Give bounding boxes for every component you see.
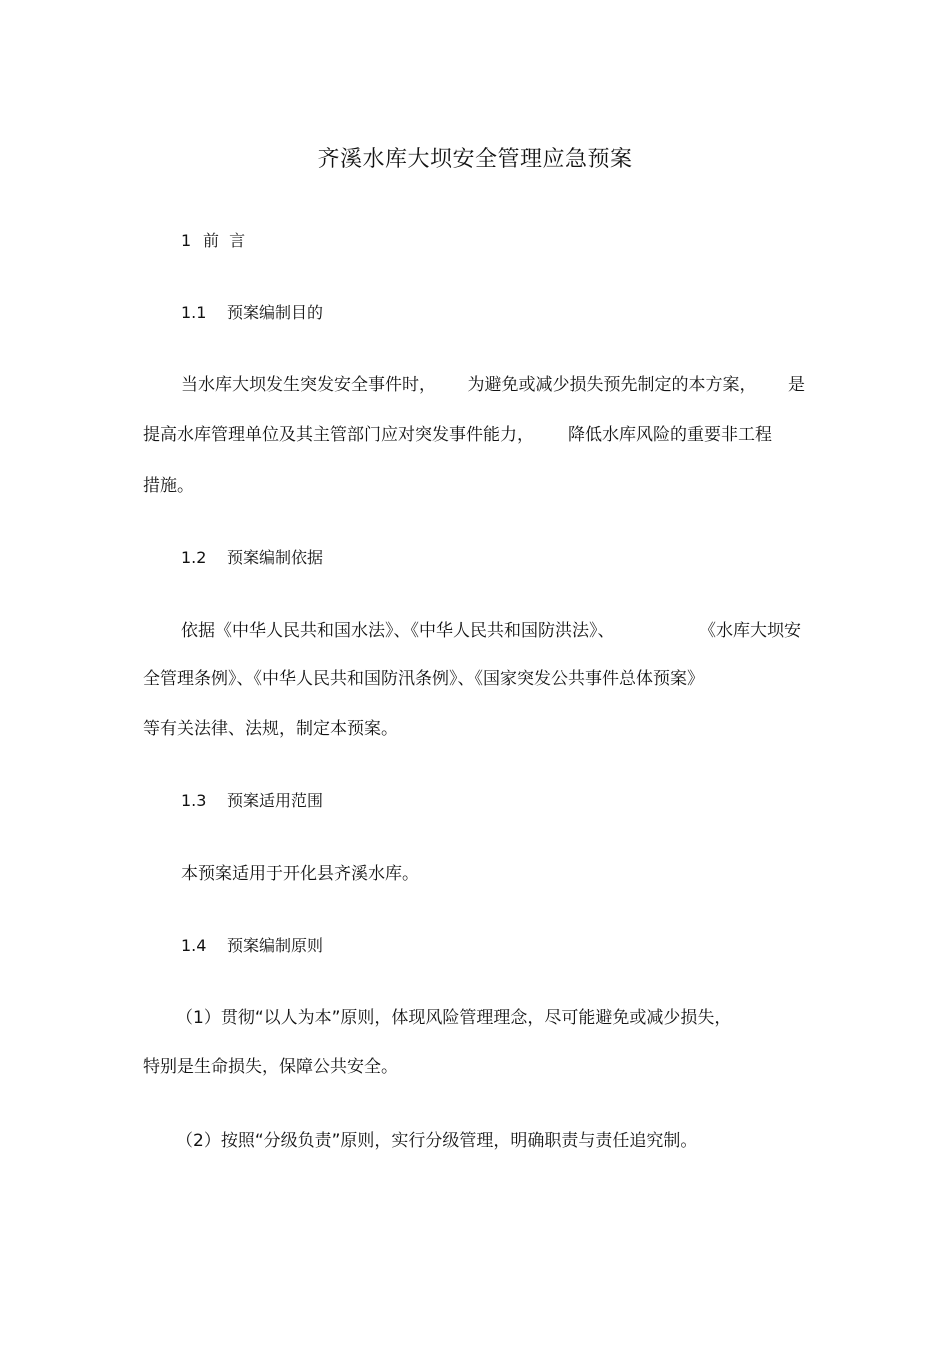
section-number: 1.4: [181, 936, 207, 955]
text-segment: 为避免或减少损失预先制定的本方案，: [467, 375, 757, 395]
section-title: 预案编制目的: [227, 303, 324, 322]
paragraph-principle-1-line-2: 特别是生命损失，保障公共安全。: [143, 1057, 398, 1077]
section-title: 预案适用范围: [227, 791, 324, 810]
paragraph-purpose-line-1: [181, 373, 805, 397]
text-segment: 当水库大坝发生突发安全事件时，: [181, 375, 436, 395]
text-segment: 降低水库风险的重要非工程: [568, 425, 772, 445]
paragraph-principle-2-line-1: （2）按照“分级负责”原则，实行分级管理，明确职责与责任追究制。: [176, 1131, 698, 1151]
section-number: 1: [181, 231, 192, 250]
section-title: 预案编制原则: [227, 936, 324, 955]
paragraph-principle-1-line-1: （1）贯彻“以人为本”原则，体现风险管理理念，尽可能避免或减少损失，: [176, 1008, 732, 1028]
paragraph-purpose-line-2: [143, 423, 772, 447]
text-segment: 是: [788, 375, 805, 395]
document-title: 齐溪水库大坝安全管理应急预案: [317, 147, 633, 172]
section-heading-1-2: [181, 546, 323, 570]
text-segment: 提高水库管理单位及其主管部门应对突发事件能力，: [143, 425, 534, 445]
paragraph-scope-line-1: 本预案适用于开化县齐溪水库。: [181, 864, 419, 884]
paragraph-basis-line-1: [181, 619, 801, 643]
section-title: 前 言: [203, 231, 246, 250]
section-number: 1.3: [181, 791, 207, 810]
paragraph-purpose-line-3: 措施。: [143, 476, 194, 496]
section-number: 1.2: [181, 548, 207, 567]
section-number: 1.1: [181, 303, 207, 322]
text-segment: 《水库大坝安: [699, 621, 801, 641]
section-heading-1-3: [181, 789, 323, 813]
section-heading-1-1: [181, 301, 323, 325]
paragraph-basis-line-2: 全管理条例》、《中华人民共和国防汛条例》、《国家突发公共事件总体预案》: [143, 669, 704, 689]
section-heading-1: [181, 229, 245, 253]
text-segment: 依据《中华人民共和国水法》、《中华人民共和国防洪法》、: [181, 621, 615, 641]
paragraph-basis-line-3: 等有关法律、法规，制定本预案。: [143, 719, 398, 739]
section-title: 预案编制依据: [227, 548, 324, 567]
section-heading-1-4: [181, 934, 323, 958]
